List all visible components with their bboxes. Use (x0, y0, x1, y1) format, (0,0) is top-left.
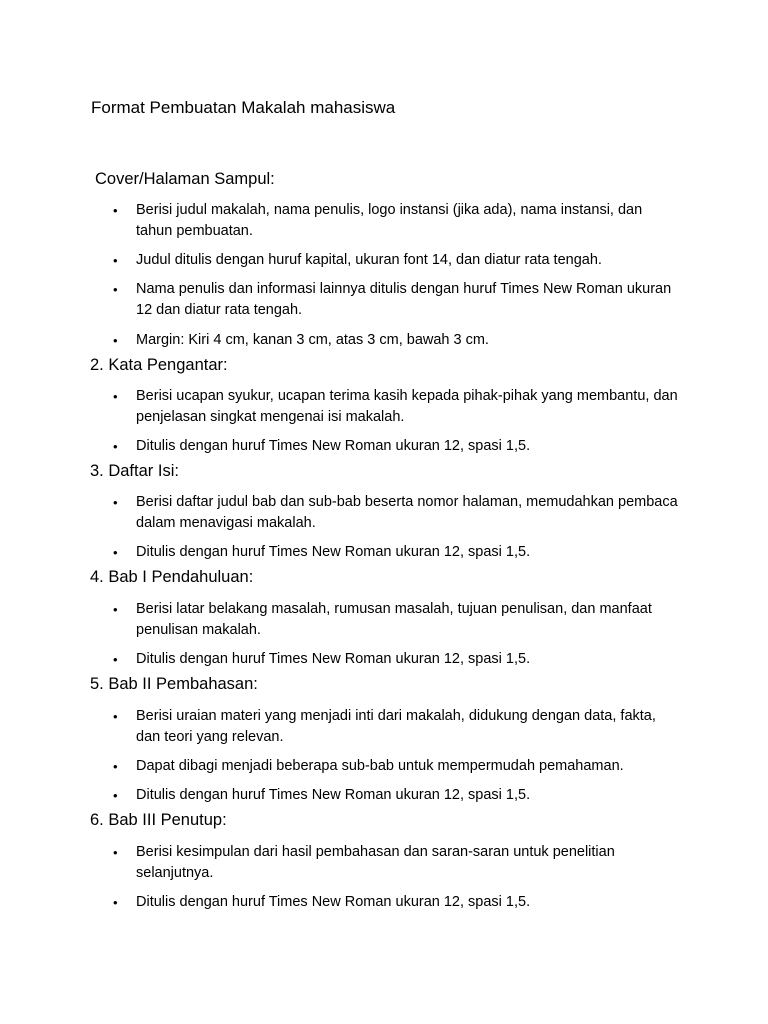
section-heading: 6. Bab III Penutup: (90, 811, 227, 829)
bullet-icon: • (113, 282, 118, 297)
list-item-text: Berisi daftar judul bab dan sub-bab beserta nomor halaman, memudahkan pembaca dalam menavigasi makalah. (136, 494, 678, 531)
bullet-icon: • (113, 545, 118, 560)
list-item-text: Margin: Kiri 4 cm, kanan 3 cm, atas 3 cm, bawah 3 cm. (136, 332, 489, 348)
list-item-text: Ditulis dengan huruf Times New Roman ukuran 12, spasi 1,5. (136, 544, 531, 560)
list-item-text: Berisi uraian materi yang menjadi inti dari makalah, didukung dengan data, fakta, dan teori yang relevan. (136, 708, 656, 745)
bullet-icon: • (113, 495, 118, 510)
list-item-text: Berisi judul makalah, nama penulis, logo instansi (jika ada), nama instansi, dan tahun pembuatan. (136, 202, 643, 239)
list-item-text: Dapat dibagi menjadi beberapa sub-bab untuk mempermudah pemahaman. (136, 758, 624, 774)
list-item-text: Ditulis dengan huruf Times New Roman ukuran 12, spasi 1,5. (136, 438, 531, 454)
list-item-text: Berisi latar belakang masalah, rumusan masalah, tujuan penulisan, dan manfaat penulisan makalah. (136, 601, 652, 638)
list-item-text: Ditulis dengan huruf Times New Roman ukuran 12, spasi 1,5. (136, 787, 531, 803)
section-heading: 2. Kata Pengantar: (90, 356, 228, 374)
bullet-icon: • (113, 709, 118, 724)
list-item-text: Nama penulis dan informasi lainnya ditulis dengan huruf Times New Roman ukuran 12 dan diatur rata tengah. (136, 281, 672, 318)
bullet-icon: • (113, 439, 118, 454)
bullet-icon: • (113, 389, 118, 404)
bullet-icon: • (113, 845, 118, 860)
list-item-text: Ditulis dengan huruf Times New Roman ukuran 12, spasi 1,5. (136, 894, 531, 910)
section-heading: Cover/Halaman Sampul: (95, 170, 275, 188)
document-title: Format Pembuatan Makalah mahasiswa (91, 98, 396, 117)
bullet-icon: • (113, 333, 118, 348)
bullet-icon: • (113, 602, 118, 617)
section-heading: 4. Bab I Pendahuluan: (90, 568, 254, 586)
list-item-text: Ditulis dengan huruf Times New Roman ukuran 12, spasi 1,5. (136, 651, 531, 667)
section-heading: 5. Bab II Pembahasan: (90, 675, 258, 693)
bullet-icon: • (113, 652, 118, 667)
bullet-icon: • (113, 895, 118, 910)
list-item-text: Judul ditulis dengan huruf kapital, ukuran font 14, dan diatur rata tengah. (136, 252, 602, 268)
bullet-icon: • (113, 203, 118, 218)
bullet-icon: • (113, 788, 118, 803)
list-item-text: Berisi kesimpulan dari hasil pembahasan dan saran-saran untuk penelitian selanjutnya. (136, 844, 615, 881)
list-item-text: Berisi ucapan syukur, ucapan terima kasih kepada pihak-pihak yang membantu, dan penjelasan singkat mengenai isi makalah. (136, 388, 678, 425)
section-heading: 3. Daftar Isi: (90, 462, 179, 480)
bullet-icon: • (113, 759, 118, 774)
bullet-icon: • (113, 253, 118, 268)
